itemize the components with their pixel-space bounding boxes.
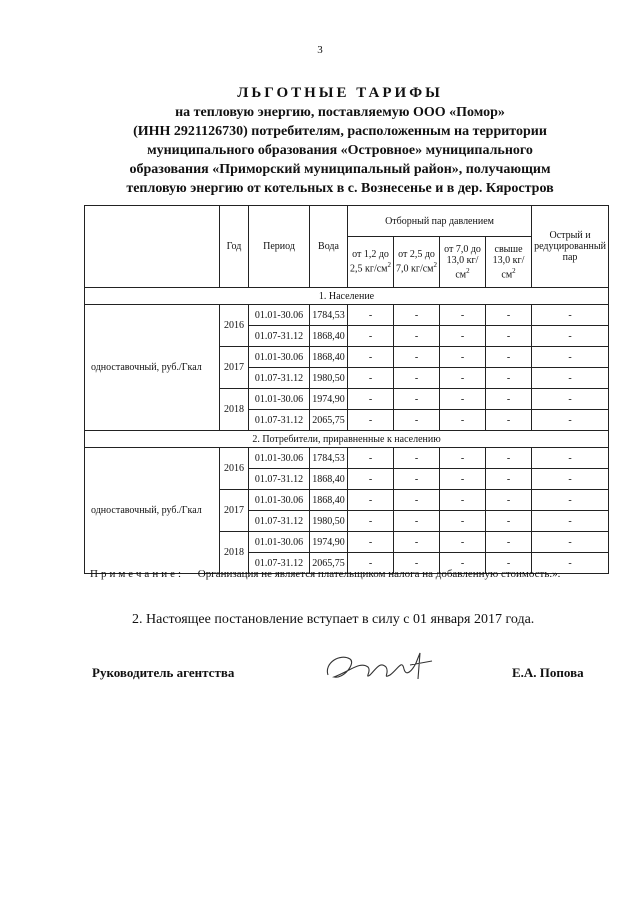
empty-value: - bbox=[532, 305, 609, 326]
period-header: Период bbox=[249, 206, 310, 288]
empty-value: - bbox=[486, 389, 532, 410]
empty-value: - bbox=[394, 511, 440, 532]
row-label: одноставочный, руб./Гкал bbox=[85, 305, 220, 431]
empty-value: - bbox=[440, 511, 486, 532]
title-line: тепловую энергию от котельных в с. Вознесенье и в дер. Кяростров bbox=[126, 181, 554, 196]
empty-value: - bbox=[394, 368, 440, 389]
water-value: 1784,53 bbox=[310, 448, 348, 469]
year-cell: 2018 bbox=[220, 389, 249, 431]
period-cell: 01.01-30.06 bbox=[249, 389, 310, 410]
table-row bbox=[85, 305, 609, 326]
water-header: Вода bbox=[310, 206, 348, 288]
empty-value: - bbox=[348, 469, 394, 490]
empty-value: - bbox=[532, 553, 609, 574]
empty-value: - bbox=[532, 410, 609, 431]
empty-value: - bbox=[532, 490, 609, 511]
period-cell: 01.07-31.12 bbox=[249, 511, 310, 532]
empty-value: - bbox=[348, 448, 394, 469]
empty-value: - bbox=[486, 448, 532, 469]
water-value: 1980,50 bbox=[310, 511, 348, 532]
empty-value: - bbox=[348, 305, 394, 326]
water-value: 1980,50 bbox=[310, 368, 348, 389]
empty-value: - bbox=[440, 368, 486, 389]
period-cell: 01.01-30.06 bbox=[249, 490, 310, 511]
empty-value: - bbox=[440, 532, 486, 553]
water-value: 1868,40 bbox=[310, 347, 348, 368]
period-cell: 01.07-31.12 bbox=[249, 326, 310, 347]
empty-value: - bbox=[394, 305, 440, 326]
empty-value: - bbox=[486, 368, 532, 389]
empty-value: - bbox=[394, 490, 440, 511]
empty-value: - bbox=[440, 305, 486, 326]
empty-value: - bbox=[348, 389, 394, 410]
note-text: Организация не является плательщиком налога на добавленную стоимость.». bbox=[197, 568, 561, 580]
empty-value: - bbox=[394, 410, 440, 431]
empty-value: - bbox=[348, 368, 394, 389]
water-value: 1868,40 bbox=[310, 490, 348, 511]
empty-value: - bbox=[348, 410, 394, 431]
year-cell: 2017 bbox=[220, 490, 249, 532]
section-title: 1. Население bbox=[85, 288, 609, 305]
empty-value: - bbox=[532, 448, 609, 469]
empty-value: - bbox=[486, 511, 532, 532]
empty-value: - bbox=[486, 469, 532, 490]
year-header: Год bbox=[220, 206, 249, 288]
empty-value: - bbox=[486, 410, 532, 431]
water-value: 2065,75 bbox=[310, 410, 348, 431]
empty-value: - bbox=[532, 389, 609, 410]
water-value: 1868,40 bbox=[310, 469, 348, 490]
water-value: 1974,90 bbox=[310, 389, 348, 410]
year-cell: 2016 bbox=[220, 448, 249, 490]
empty-value: - bbox=[394, 448, 440, 469]
empty-value: - bbox=[486, 490, 532, 511]
title-line: образования «Приморский муниципальный район», получающим bbox=[129, 162, 551, 177]
empty-value: - bbox=[486, 347, 532, 368]
empty-value: - bbox=[440, 469, 486, 490]
decree-clause: 2. Настоящее постановление вступает в силу с 01 января 2017 года. bbox=[132, 612, 535, 627]
empty-value: - bbox=[440, 553, 486, 574]
signer-role: Руководитель агентства bbox=[92, 665, 235, 680]
empty-value: - bbox=[532, 347, 609, 368]
period-cell: 01.07-31.12 bbox=[249, 553, 310, 574]
empty-value: - bbox=[532, 469, 609, 490]
pressure-header-2: от 2,5 до 7,0 $кг/см^2$ bbox=[394, 237, 440, 288]
steam-header: Отборный пар давлением bbox=[348, 206, 532, 237]
title-line: на тепловую энергию, поставляемую ООО «Помор» bbox=[175, 105, 505, 120]
section-body bbox=[85, 305, 609, 431]
empty-value: - bbox=[486, 532, 532, 553]
pressure-header-1: от 1,2 до 2,5 $кг/см^2$ bbox=[348, 237, 394, 288]
period-cell: 01.07-31.12 bbox=[249, 368, 310, 389]
empty-value: - bbox=[394, 326, 440, 347]
empty-value: - bbox=[532, 326, 609, 347]
empty-value: - bbox=[394, 532, 440, 553]
empty-value: - bbox=[532, 532, 609, 553]
page-number: 3 bbox=[317, 44, 323, 56]
row-label: одноставочный, руб./Гкал bbox=[85, 448, 220, 574]
water-value: 1868,40 bbox=[310, 326, 348, 347]
tariff-table bbox=[84, 205, 609, 574]
water-value: 1974,90 bbox=[310, 532, 348, 553]
sharp-steam-header: Острый и редуцированный пар bbox=[532, 206, 609, 288]
empty-value: - bbox=[440, 410, 486, 431]
water-value: 2065,75 bbox=[310, 553, 348, 574]
title-line: (ИНН 2921126730) потребителям, расположенным на территории bbox=[133, 124, 547, 139]
note-label: Примечание: bbox=[90, 568, 185, 580]
empty-value: - bbox=[348, 553, 394, 574]
year-cell: 2016 bbox=[220, 305, 249, 347]
signer-name: Е.А. Попова bbox=[512, 665, 584, 680]
pressure-header-3: от 7,0 до 13,0 $кг/см^2$ bbox=[440, 237, 486, 288]
label-header bbox=[85, 206, 220, 288]
period-cell: 01.07-31.12 bbox=[249, 469, 310, 490]
period-cell: 01.01-30.06 bbox=[249, 305, 310, 326]
document-title bbox=[60, 84, 620, 198]
year-cell: 2017 bbox=[220, 347, 249, 389]
section-title: 2. Потребители, приравненные к населению bbox=[85, 431, 609, 448]
title-heading: ЛЬГОТНЫЕ ТАРИФЫ bbox=[237, 85, 443, 101]
water-value: 1784,53 bbox=[310, 305, 348, 326]
empty-value: - bbox=[348, 347, 394, 368]
empty-value: - bbox=[440, 490, 486, 511]
empty-value: - bbox=[348, 532, 394, 553]
signature-image bbox=[320, 645, 440, 693]
empty-value: - bbox=[486, 553, 532, 574]
empty-value: - bbox=[440, 347, 486, 368]
year-cell: 2018 bbox=[220, 532, 249, 574]
period-cell: 01.01-30.06 bbox=[249, 347, 310, 368]
section-body bbox=[85, 448, 609, 574]
empty-value: - bbox=[532, 511, 609, 532]
empty-value: - bbox=[394, 389, 440, 410]
empty-value: - bbox=[348, 490, 394, 511]
period-cell: 01.07-31.12 bbox=[249, 410, 310, 431]
empty-value: - bbox=[394, 553, 440, 574]
empty-value: - bbox=[394, 469, 440, 490]
empty-value: - bbox=[440, 326, 486, 347]
pressure-header-4: свыше 13,0 $кг/см^2$ bbox=[486, 237, 532, 288]
empty-value: - bbox=[486, 326, 532, 347]
empty-value: - bbox=[348, 511, 394, 532]
empty-value: - bbox=[348, 326, 394, 347]
title-line: муниципального образования «Островное» муниципального bbox=[147, 143, 533, 158]
empty-value: - bbox=[394, 347, 440, 368]
period-cell: 01.01-30.06 bbox=[249, 448, 310, 469]
note bbox=[90, 567, 595, 581]
empty-value: - bbox=[532, 368, 609, 389]
period-cell: 01.01-30.06 bbox=[249, 532, 310, 553]
empty-value: - bbox=[440, 448, 486, 469]
empty-value: - bbox=[440, 389, 486, 410]
empty-value: - bbox=[486, 305, 532, 326]
table-row bbox=[85, 448, 609, 469]
